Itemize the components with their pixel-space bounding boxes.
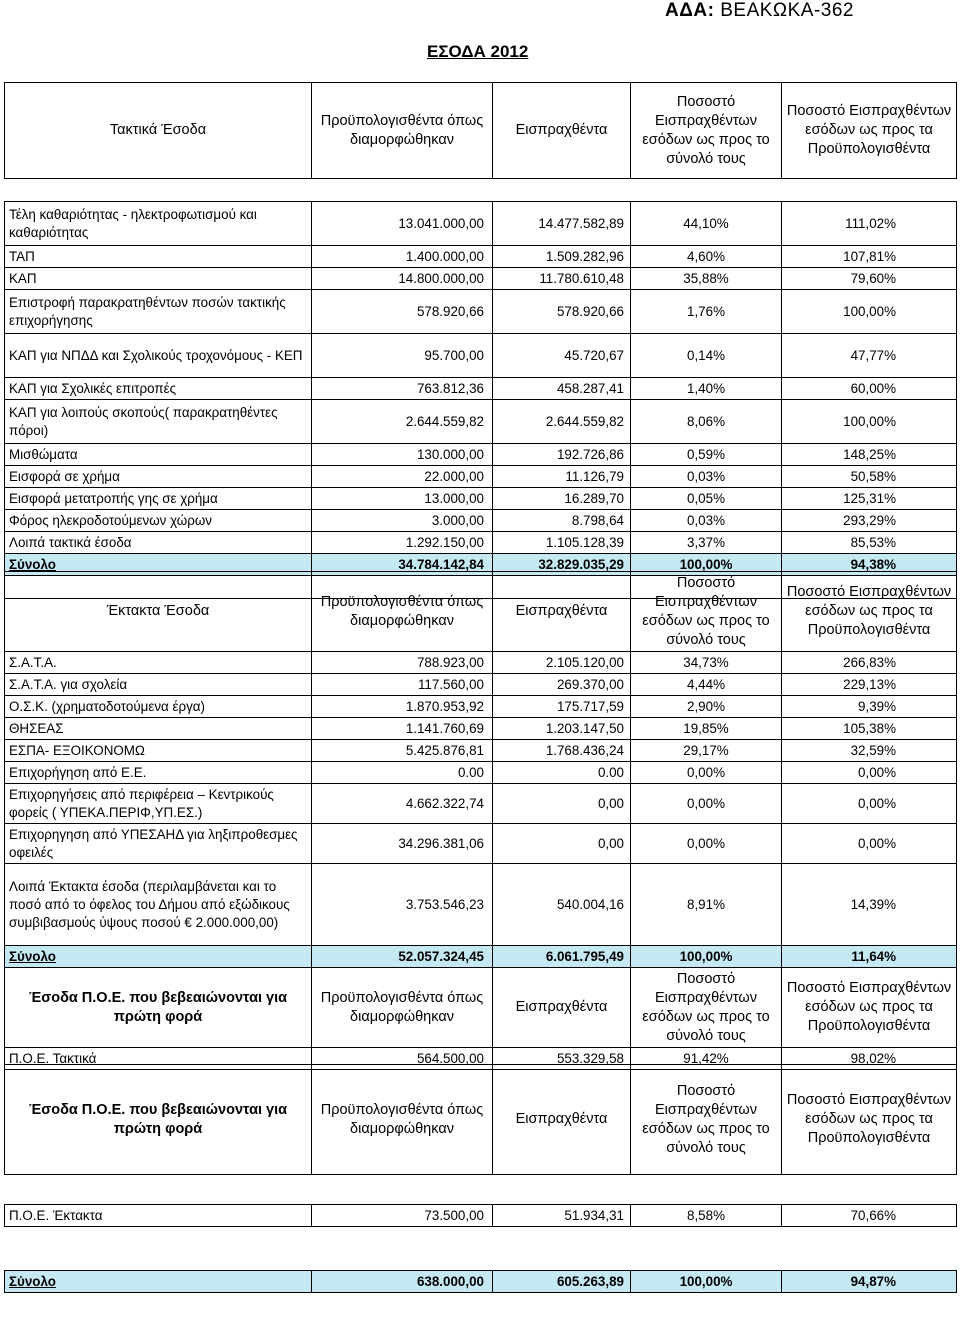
row-pct-budget: 0,00%: [782, 762, 957, 784]
row-budget: 34.784.142,84: [312, 554, 493, 576]
row-budget: 5.425.876,81: [312, 740, 493, 762]
row-pct-total: 0,05%: [631, 488, 782, 510]
row-label: ΚΑΠ για ΝΠΔΔ και Σχολικούς τροχονόμους - ΚΕΠ: [5, 334, 312, 378]
col-pct-total-header: Ποσοστό Εισπραχθέντων εσόδων ως προς το σύνολό τους: [631, 1065, 782, 1175]
col-collected-header: Εισπραχθέντα: [493, 1065, 631, 1175]
row-label: ΘΗΣΕΑΣ: [5, 718, 312, 740]
table-row: [5, 864, 957, 946]
col-pct-budget-header: Ποσοστό Εισπραχθέντων εσόδων ως προς τα Προϋπολογισθέντα: [782, 572, 957, 652]
row-pct-total: 100,00%: [631, 946, 782, 968]
col-budget-header: Προϋπολογισθέντα όπως διαμορφώθηκαν: [312, 1065, 493, 1175]
table-row: [5, 202, 957, 246]
col-pct-budget-header: Ποσοστό Εισπραχθέντων εσόδων ως προς τα Προϋπολογισθέντα: [782, 968, 957, 1048]
table-row: [5, 740, 957, 762]
col-collected-header: Εισπραχθέντα: [493, 968, 631, 1048]
col-budget-header: Προϋπολογισθέντα όπως διαμορφώθηκαν: [312, 572, 493, 652]
row-pct-budget: 9,39%: [782, 696, 957, 718]
row-budget: 73.500,00: [312, 1205, 493, 1227]
row-collected: 45.720,67: [493, 334, 631, 378]
row-pct-budget: 94,87%: [782, 1271, 957, 1293]
row-label: Π.Ο.Ε. Έκτακτα: [5, 1205, 312, 1227]
row-pct-budget: 60,00%: [782, 378, 957, 400]
row-pct-total: 0,14%: [631, 334, 782, 378]
table-row: [5, 444, 957, 466]
row-label: ΚΑΠ για λοιπούς σκοπούς( παρακρατηθέντες πόροι): [5, 400, 312, 444]
extraordinary-income-table: [4, 571, 957, 1070]
row-pct-budget: 85,53%: [782, 532, 957, 554]
spacer-row: [5, 179, 957, 202]
col-pct-budget-header: Ποσοστό Εισπραχθέντων εσόδων ως προς τα Προϋπολογισθέντα: [782, 83, 957, 179]
page-title: ΕΣΟΔΑ 2012: [427, 42, 529, 61]
row-label: ΚΑΠ: [5, 268, 312, 290]
row-pct-budget: 107,81%: [782, 246, 957, 268]
row-budget: 0.00: [312, 762, 493, 784]
row-pct-total: 35,88%: [631, 268, 782, 290]
row-label: Λοιπά τακτικά έσοδα: [5, 532, 312, 554]
row-pct-total: 34,73%: [631, 652, 782, 674]
row-pct-budget: 32,59%: [782, 740, 957, 762]
row-budget: 52.057.324,45: [312, 946, 493, 968]
row-pct-total: 8,91%: [631, 864, 782, 946]
total-row: [5, 946, 957, 968]
row-budget: 22.000,00: [312, 466, 493, 488]
col-pct-budget-header: Ποσοστό Εισπραχθέντων εσόδων ως προς τα Προϋπολογισθέντα: [782, 1065, 957, 1175]
row-pct-total: 3,37%: [631, 532, 782, 554]
table-row: [5, 784, 957, 824]
row-collected: 175.717,59: [493, 696, 631, 718]
row-pct-total: 1,40%: [631, 378, 782, 400]
row-pct-total: 1,76%: [631, 290, 782, 334]
row-label: Εισφορά σε χρήμα: [5, 466, 312, 488]
row-pct-total: 0,00%: [631, 762, 782, 784]
row-pct-total: 100,00%: [631, 554, 782, 576]
ada-label: ΑΔΑ:: [665, 0, 715, 21]
row-label: Λοιπά Έκτακτα έσοδα (περιλαμβάνεται και το ποσό από το όφελος του Δήμου από εξώδικους συμβιβασμούς ύψους ποσού € 2.000.000,00): [5, 864, 312, 946]
row-label: Σύνολο: [5, 554, 312, 576]
row-collected: 1.509.282,96: [493, 246, 631, 268]
table-row: [5, 532, 957, 554]
ada-code: [665, 0, 854, 22]
row-pct-budget: 50,58%: [782, 466, 957, 488]
col-pct-total-header: Ποσοστό Εισπραχθέντων εσόδων ως προς το σύνολό τους: [631, 572, 782, 652]
col-budget-header: Προϋπολογισθέντα όπως διαμορφώθηκαν: [312, 968, 493, 1048]
row-label: Τέλη καθαριότητας - ηλεκτροφωτισμού και καθαριότητας: [5, 202, 312, 246]
row-budget: 13.000,00: [312, 488, 493, 510]
row-label: Σύνολο: [5, 946, 312, 968]
spacer-row: [5, 1227, 957, 1271]
table-row: [5, 268, 957, 290]
poe-regular-heading: Έσοδα Π.Ο.Ε. που βεβεαιώνονται για πρώτη φορά: [5, 968, 312, 1048]
row-pct-total: 0,03%: [631, 466, 782, 488]
row-label: Επιχορηγηση από ΥΠΕΣΑΗΔ για ληξιπροθεσμες οφειλές: [5, 824, 312, 864]
col-pct-total-header: Ποσοστό Εισπραχθέντων εσόδων ως προς το σύνολό τους: [631, 83, 782, 179]
row-collected: 1.105.128,39: [493, 532, 631, 554]
row-pct-budget: 105,38%: [782, 718, 957, 740]
row-pct-budget: 148,25%: [782, 444, 957, 466]
row-budget: 4.662.322,74: [312, 784, 493, 824]
row-pct-budget: 11,64%: [782, 946, 957, 968]
row-pct-total: 8,06%: [631, 400, 782, 444]
row-label: ΤΑΠ: [5, 246, 312, 268]
extraordinary-header-row: [5, 572, 957, 652]
table-row: [5, 652, 957, 674]
table-row: [5, 762, 957, 784]
row-budget: 564.500,00: [312, 1048, 493, 1070]
row-budget: 14.800.000,00: [312, 268, 493, 290]
poe-extra-table: [4, 1064, 957, 1293]
row-pct-budget: 0,00%: [782, 784, 957, 824]
poe-extra-heading: Έσοδα Π.Ο.Ε. που βεβεαιώνονται για πρώτη φορά: [5, 1065, 312, 1175]
row-pct-total: 0,00%: [631, 784, 782, 824]
row-collected: 0.00: [493, 762, 631, 784]
row-pct-budget: 293,29%: [782, 510, 957, 532]
row-collected: 51.934,31: [493, 1205, 631, 1227]
row-budget: 1.292.150,00: [312, 532, 493, 554]
row-budget: 1.141.760,69: [312, 718, 493, 740]
row-pct-total: 8,58%: [631, 1205, 782, 1227]
row-label: Επιχορήγηση από Ε.Ε.: [5, 762, 312, 784]
row-collected: 16.289,70: [493, 488, 631, 510]
row-label: Εισφορά μετατροπής γης σε χρήμα: [5, 488, 312, 510]
row-collected: 11.780.610,48: [493, 268, 631, 290]
row-label: Μισθώματα: [5, 444, 312, 466]
table-row: [5, 334, 957, 378]
col-pct-total-header: Ποσοστό Εισπραχθέντων εσόδων ως προς το σύνολό τους: [631, 968, 782, 1048]
row-pct-budget: 94,38%: [782, 554, 957, 576]
row-budget: 578.920,66: [312, 290, 493, 334]
row-pct-total: 29,17%: [631, 740, 782, 762]
row-label: Σύνολο: [5, 1271, 312, 1293]
row-collected: 6.061.795,49: [493, 946, 631, 968]
table-row: [5, 488, 957, 510]
row-collected: 14.477.582,89: [493, 202, 631, 246]
row-budget: 788.923,00: [312, 652, 493, 674]
row-pct-budget: 79,60%: [782, 268, 957, 290]
row-budget: 1.870.953,92: [312, 696, 493, 718]
row-label: Σ.Α.Τ.Α. για σχολεία: [5, 674, 312, 696]
row-pct-budget: 100,00%: [782, 290, 957, 334]
table-row: [5, 400, 957, 444]
row-pct-budget: 47,77%: [782, 334, 957, 378]
row-budget: 130.000,00: [312, 444, 493, 466]
row-label: ΚΑΠ για Σχολικές επιτροπές: [5, 378, 312, 400]
row-pct-budget: 229,13%: [782, 674, 957, 696]
total-row: [5, 1271, 957, 1293]
table-row: [5, 466, 957, 488]
row-budget: 1.400.000,00: [312, 246, 493, 268]
col-collected-header: Εισπραχθέντα: [493, 572, 631, 652]
row-pct-total: 0,03%: [631, 510, 782, 532]
row-collected: 553.329,58: [493, 1048, 631, 1070]
col-budget-header: Προϋπολογισθέντα όπως διαμορφώθηκαν: [312, 83, 493, 179]
row-pct-budget: 98,02%: [782, 1048, 957, 1070]
row-collected: 1.203.147,50: [493, 718, 631, 740]
row-label: Σ.Α.Τ.Α.: [5, 652, 312, 674]
row-budget: 117.560,00: [312, 674, 493, 696]
row-collected: 8.798,64: [493, 510, 631, 532]
row-pct-budget: 125,31%: [782, 488, 957, 510]
row-collected: 1.768.436,24: [493, 740, 631, 762]
table-row: [5, 674, 957, 696]
row-pct-total: 0,00%: [631, 824, 782, 864]
poe-extra-header-row: [5, 1065, 957, 1175]
row-label: Επιχορηγήσεις από περιφέρεια – Κεντρικούς φορείς ( ΥΠΕΚΑ.ΠΕΡΙΦ,ΥΠ.ΕΣ.): [5, 784, 312, 824]
extraordinary-heading: Έκτακτα Έσοδα: [5, 572, 312, 652]
regular-income-table: [4, 82, 957, 599]
row-collected: 11.126,79: [493, 466, 631, 488]
row-collected: 0,00: [493, 824, 631, 864]
row-label: Επιστροφή παρακρατηθέντων ποσών τακτικής επιχορήγησης: [5, 290, 312, 334]
row-collected: 605.263,89: [493, 1271, 631, 1293]
row-budget: 34.296.381,06: [312, 824, 493, 864]
row-collected: 458.287,41: [493, 378, 631, 400]
row-budget: 763.812,36: [312, 378, 493, 400]
row-budget: 3.000,00: [312, 510, 493, 532]
col-collected-header: Εισπραχθέντα: [493, 83, 631, 179]
row-pct-total: 0,59%: [631, 444, 782, 466]
table-row: [5, 718, 957, 740]
row-collected: 2.105.120,00: [493, 652, 631, 674]
row-collected: 32.829.035,29: [493, 554, 631, 576]
table-row: [5, 1205, 957, 1227]
row-budget: 3.753.546,23: [312, 864, 493, 946]
row-pct-budget: 111,02%: [782, 202, 957, 246]
row-label: Π.Ο.Ε. Τακτικά: [5, 1048, 312, 1070]
row-collected: 269.370,00: [493, 674, 631, 696]
row-pct-total: 91,42%: [631, 1048, 782, 1070]
ada-value: ΒΕΑΚΩΚΑ-362: [720, 0, 854, 21]
row-pct-total: 2,90%: [631, 696, 782, 718]
row-budget: 95.700,00: [312, 334, 493, 378]
row-label: ΕΣΠΑ- ΕΞΟΙΚΟΝΟΜΩ: [5, 740, 312, 762]
row-pct-total: 4,44%: [631, 674, 782, 696]
row-label: Ο.Σ.Κ. (χρηματοδοτούμενα έργα): [5, 696, 312, 718]
table-row: [5, 378, 957, 400]
row-pct-total: 100,00%: [631, 1271, 782, 1293]
row-pct-budget: 14,39%: [782, 864, 957, 946]
row-collected: 540.004,16: [493, 864, 631, 946]
poe-regular-header-row: [5, 968, 957, 1048]
row-collected: 578.920,66: [493, 290, 631, 334]
row-collected: 192.726,86: [493, 444, 631, 466]
row-budget: 13.041.000,00: [312, 202, 493, 246]
table-row: [5, 824, 957, 864]
row-pct-total: 44,10%: [631, 202, 782, 246]
spacer-row: [5, 1175, 957, 1205]
regular-heading: Τακτικά Έσοδα: [5, 83, 312, 179]
row-budget: 638.000,00: [312, 1271, 493, 1293]
row-budget: 2.644.559,82: [312, 400, 493, 444]
row-pct-total: 4,60%: [631, 246, 782, 268]
table-row: [5, 290, 957, 334]
row-pct-budget: 70,66%: [782, 1205, 957, 1227]
table-row: [5, 246, 957, 268]
row-pct-budget: 100,00%: [782, 400, 957, 444]
row-label: Φόρος ηλεκροδοτούμενων χώρων: [5, 510, 312, 532]
table-row: [5, 696, 957, 718]
row-collected: 0,00: [493, 784, 631, 824]
row-collected: 2.644.559,82: [493, 400, 631, 444]
table-row: [5, 510, 957, 532]
row-pct-budget: 0,00%: [782, 824, 957, 864]
row-pct-total: 19,85%: [631, 718, 782, 740]
regular-header-row: [5, 83, 957, 179]
row-pct-budget: 266,83%: [782, 652, 957, 674]
